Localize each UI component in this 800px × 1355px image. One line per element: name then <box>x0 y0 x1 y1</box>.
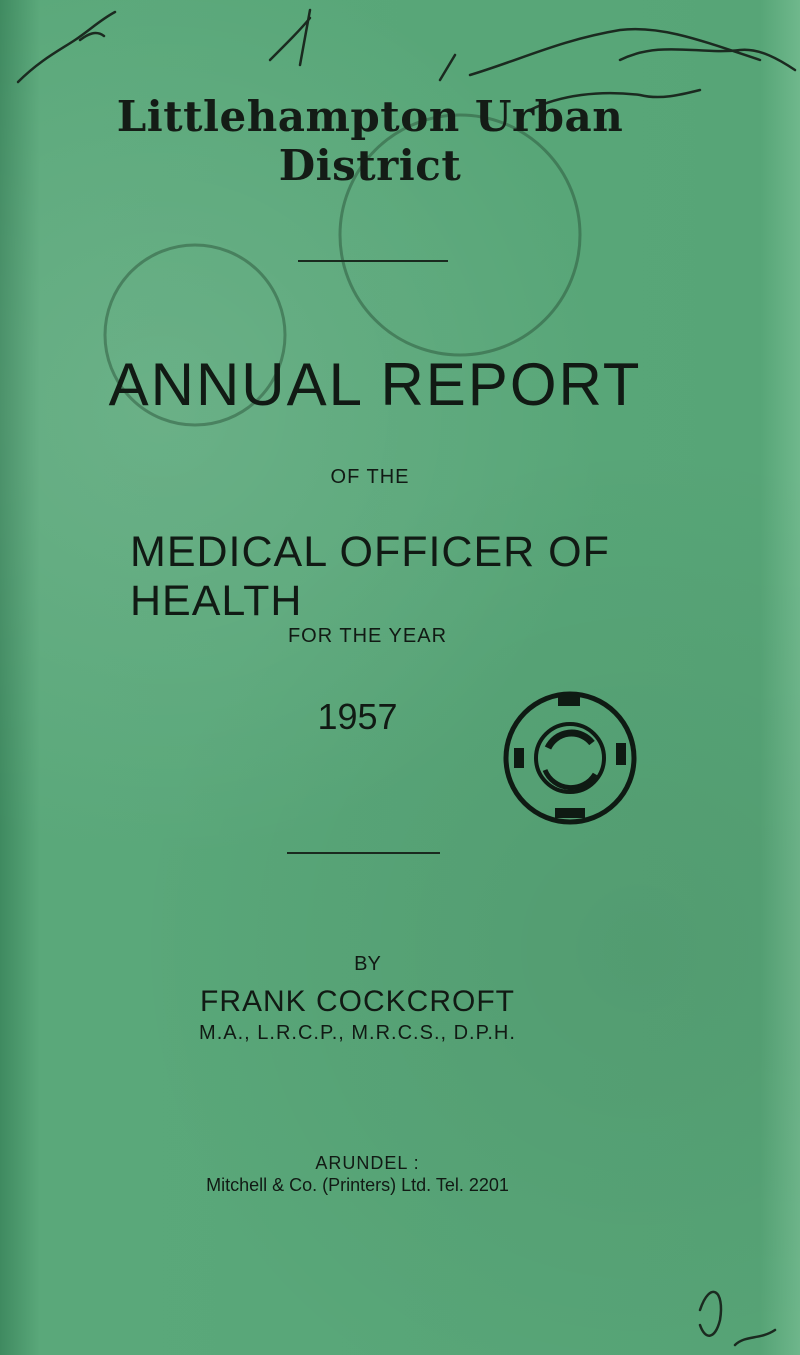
publisher-name: Mitchell & Co. (Printers) Ltd. Tel. 2201 <box>206 1175 509 1195</box>
district-title: Littlehampton Urban District <box>116 92 624 190</box>
divider <box>287 852 440 854</box>
report-title: ANNUAL REPORT <box>108 351 642 418</box>
by-label: BY <box>354 953 381 975</box>
subtitle-of-the: OF THE <box>330 466 410 488</box>
officer-title: MEDICAL OFFICER OF HEALTH <box>130 528 610 625</box>
report-year: 1957 <box>317 696 398 737</box>
publisher-place: ARUNDEL : <box>315 1153 420 1173</box>
author-name: FRANK COCKCROFT <box>200 985 515 1018</box>
divider <box>298 260 448 262</box>
author-qualifications: M.A., L.R.C.P., M.R.C.S., D.P.H. <box>199 1022 516 1044</box>
library-stamp <box>500 688 640 828</box>
for-the-year-label: FOR THE YEAR <box>287 625 448 647</box>
